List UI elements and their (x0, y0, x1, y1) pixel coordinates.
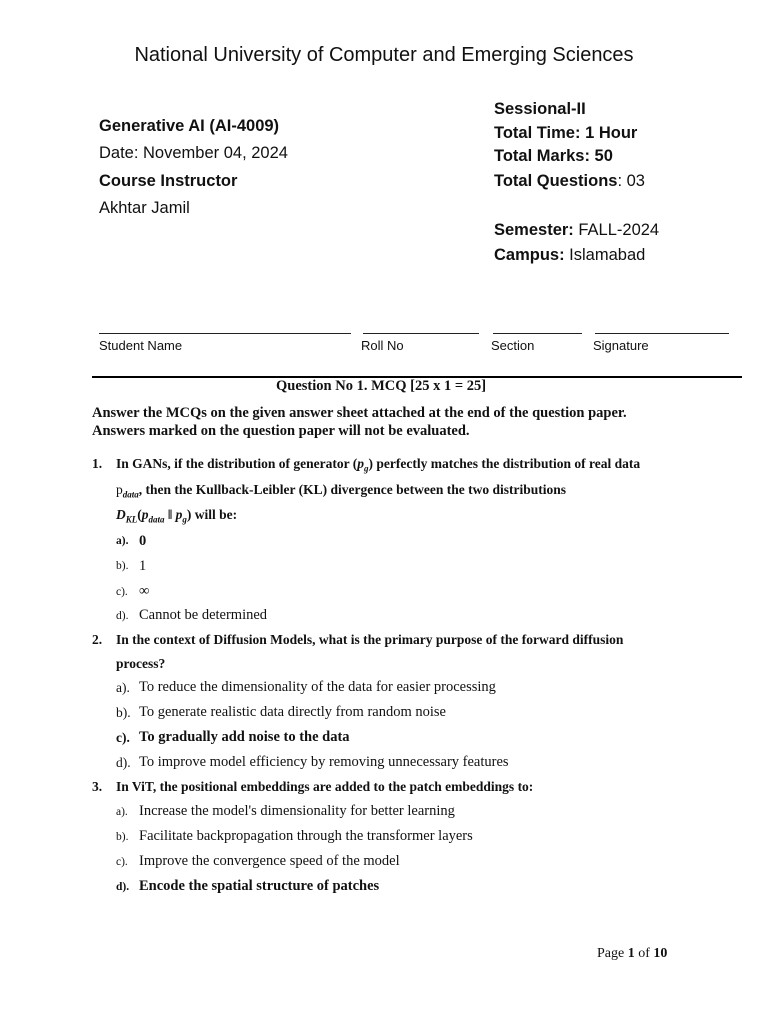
q1-pdata-sub: data (122, 489, 139, 500)
total-questions-value: : 03 (617, 172, 645, 190)
instructor-name: Akhtar Jamil (99, 199, 190, 217)
q3-option-a-label: a). (116, 806, 128, 818)
question-2-line-1: In the context of Diffusion Models, what is the primary purpose of the forward diffusion (116, 632, 624, 647)
q1-option-c-label: c). (116, 586, 128, 598)
section-label: Section (491, 338, 535, 353)
q2-option-d-label: d). (116, 755, 131, 770)
campus (494, 246, 645, 265)
question-1-line-1 (116, 456, 640, 474)
q3-option-b-text: Facilitate backpropagation through the transformer layers (139, 828, 473, 844)
q2-option-a-text: To reduce the dimensionality of the data for easier processing (139, 679, 496, 695)
q3-option-d-text: Encode the spatial structure of patches (139, 878, 380, 894)
q1-text-a: In GANs, if the distribution of generator ( (116, 456, 358, 471)
q1-option-c-text: ∞ (139, 583, 150, 599)
q2-option-b-text: To generate realistic data directly from random noise (139, 704, 446, 720)
student-name-line[interactable] (99, 333, 351, 334)
course-title: Generative AI (AI-4009) (99, 117, 280, 135)
q3-option-c-text: Improve the convergence speed of the model (139, 853, 400, 869)
q1-option-d-label: d). (116, 610, 129, 622)
roll-no-line[interactable] (363, 333, 479, 334)
total-questions-label: Total Questions (494, 172, 618, 190)
q1-close-paren: ) (186, 507, 192, 522)
question-2-line-2: process? (116, 656, 166, 671)
q1-open-paren: ( (137, 507, 142, 522)
q2-option-a-label: a). (116, 680, 130, 695)
exam-type: Sessional-II (494, 100, 586, 118)
q1-p2-symbol: p (175, 507, 183, 522)
question-1-number: 1. (92, 456, 103, 471)
q1-separator: ‖ (164, 507, 176, 522)
campus-label: Campus: (494, 246, 565, 264)
instruction-line-2: Answers marked on the question paper will not be evaluated. (92, 423, 470, 439)
semester (494, 221, 659, 240)
q1-option-b-text: 1 (139, 558, 147, 574)
question-1-line-3 (116, 507, 237, 525)
question-3-line-1: In ViT, the positional embeddings are added to the patch embeddings to: (116, 779, 534, 794)
semester-label: Semester: (494, 221, 574, 239)
q3-option-b-label: b). (116, 831, 129, 843)
q1-p1-sub: data (148, 514, 165, 525)
q1-line2-rest: , then the Kullback-Leibler (KL) divergence between the two distributions (138, 482, 566, 497)
q2-option-c-text: To gradually add noise to the data (139, 729, 350, 745)
total-questions (494, 172, 645, 191)
q1-p2-sub: g (182, 514, 187, 525)
q2-option-b-label: b). (116, 705, 131, 720)
roll-no-label: Roll No (361, 338, 404, 353)
q1-option-b-label: b). (116, 560, 129, 572)
page-number (597, 946, 667, 962)
q3-option-a-text: Increase the model's dimensionality for better learning (139, 803, 455, 819)
page-current: 1 (627, 946, 635, 961)
question-2-number: 2. (92, 632, 103, 647)
q1-pg-sub: g (364, 463, 369, 474)
question-3-number: 3. (92, 779, 103, 794)
page-total: 10 (653, 946, 668, 961)
total-time: Total Time: 1 Hour (494, 124, 638, 142)
campus-value: Islamabad (564, 246, 646, 264)
q1-text-b: ) perfectly matches the distribution of real data (368, 456, 641, 471)
signature-line[interactable] (595, 333, 729, 334)
q3-option-c-label: c). (116, 856, 128, 868)
instruction-line-1: Answer the MCQs on the given answer sheet attached at the end of the question paper. (92, 405, 627, 421)
q1-option-a-text: 0 (139, 533, 147, 549)
q1-line3-rest: will be: (191, 507, 238, 522)
q1-option-d-text: Cannot be determined (139, 607, 268, 623)
q1-pg-symbol: p (357, 456, 364, 471)
total-marks: Total Marks: 50 (494, 147, 613, 165)
q1-p1-symbol: p (141, 507, 149, 522)
exam-date: Date: November 04, 2024 (99, 144, 288, 162)
q1-dkl-symbol: D (116, 507, 126, 522)
student-name-label: Student Name (99, 338, 183, 353)
q3-option-d-label: d). (116, 881, 130, 893)
signature-label: Signature (593, 338, 649, 353)
instructor-label: Course Instructor (99, 172, 238, 190)
q2-option-c-label: c). (116, 730, 130, 745)
q1-pdata-symbol: p (116, 482, 123, 497)
question-section-title: Question No 1. MCQ [25 x 1 = 25] (276, 378, 487, 394)
page-of: of (634, 946, 654, 961)
q2-option-d-text: To improve model efficiency by removing unnecessary features (139, 754, 509, 770)
question-1-line-2 (116, 482, 566, 500)
q1-option-a-label: a). (116, 535, 129, 547)
page-prefix: Page (597, 946, 628, 961)
section-line[interactable] (493, 333, 582, 334)
semester-value: FALL-2024 (573, 221, 660, 239)
university-title: National University of Computer and Emerging Sciences (134, 44, 634, 66)
q1-dkl-sub: KL (125, 514, 138, 525)
